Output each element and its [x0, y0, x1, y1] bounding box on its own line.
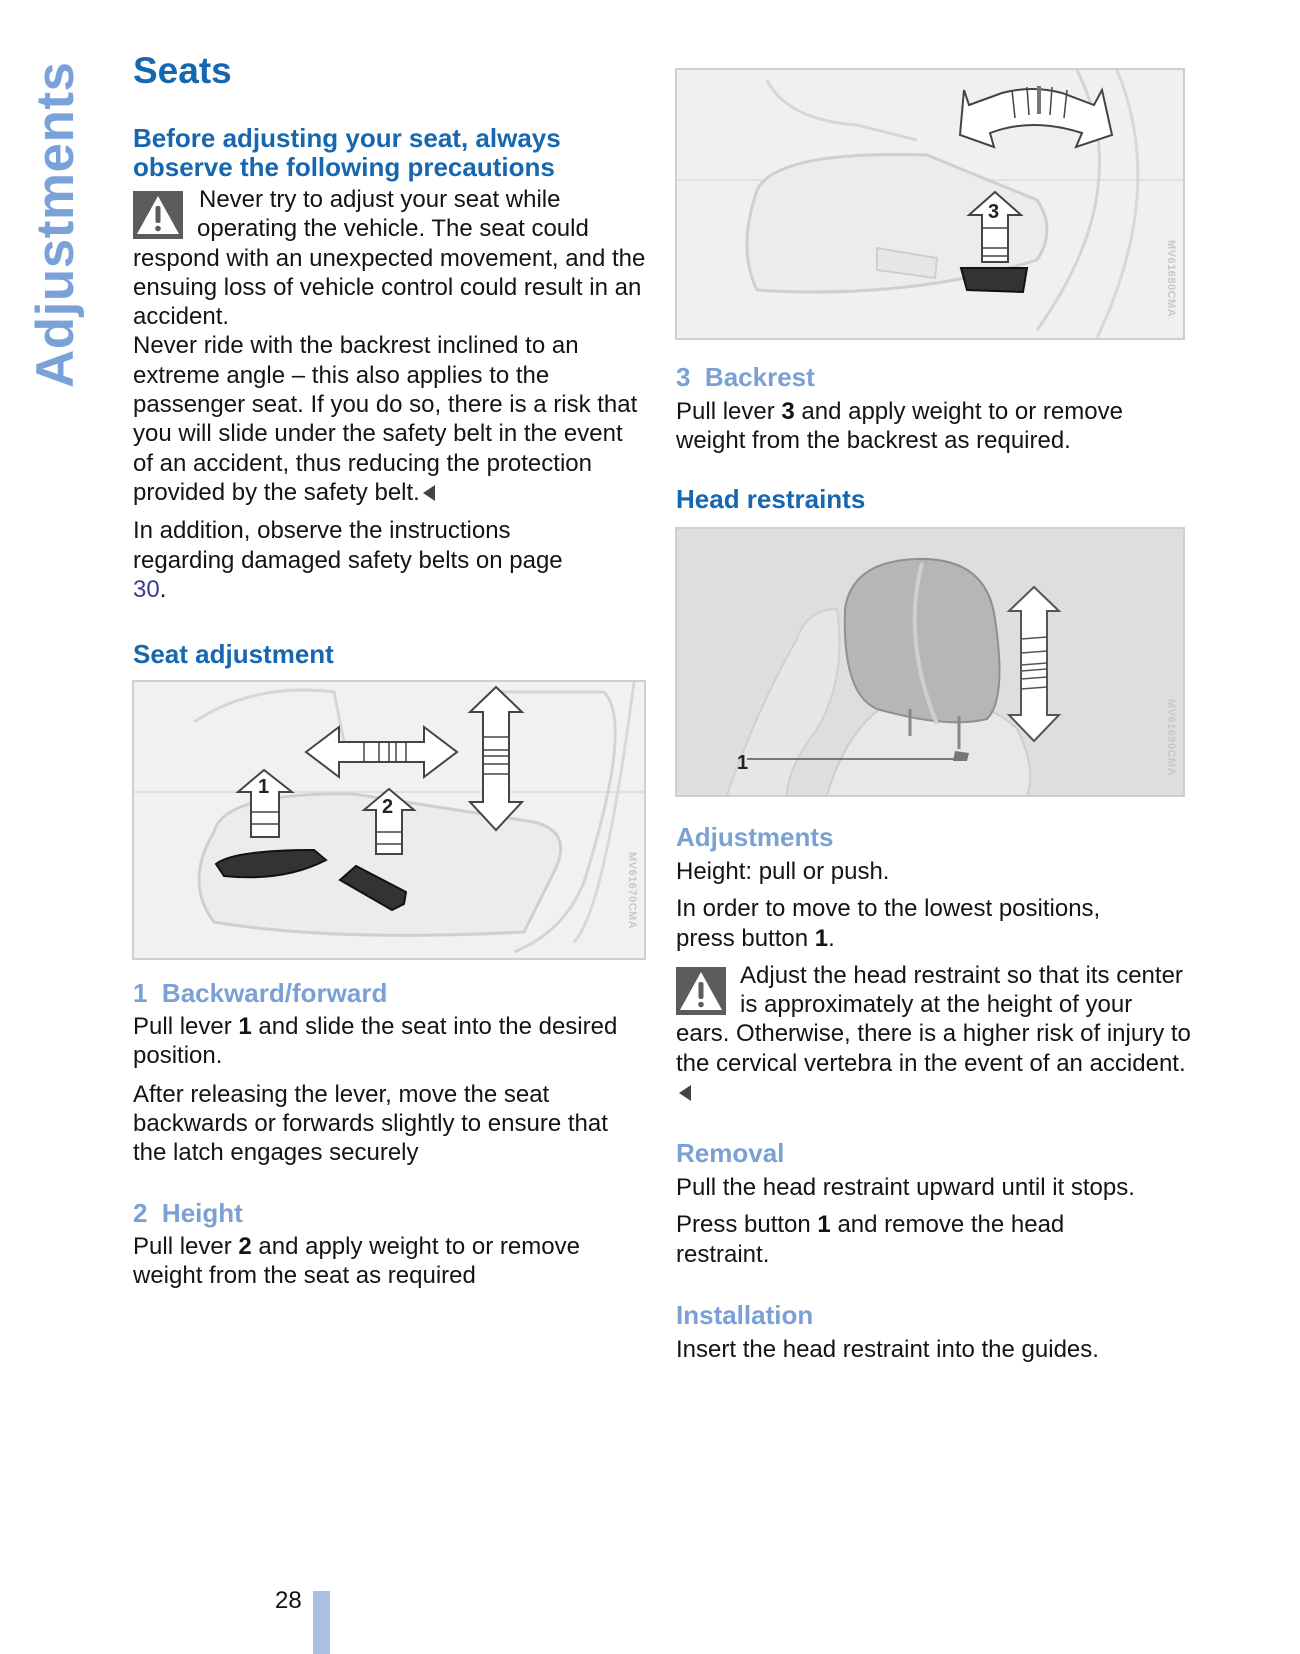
head-restraint-warning: Adjust the head restraint so that its center is approximately at the height of your ears. Otherwise, there is a higher risk of injury to the cervical vertebra in the event of an accident. — [676, 961, 1191, 1107]
side-tab-label: Adjustments — [26, 61, 85, 388]
backrest-heading: 3 Backrest — [676, 362, 815, 392]
adjustments-p1: Height: pull or push. — [676, 858, 890, 885]
backrest-figure — [675, 68, 1185, 340]
svg-text:2: 2 — [382, 796, 394, 818]
warning-text-1: Never try to adjust your seat while operating the vehicle. The seat could respond with an unexpected movement, and the ensuing loss of vehicle control could result in an accident. — [133, 186, 646, 331]
belt-note: In addition, observe the instructions regarding damaged safety belts on page 30. — [133, 517, 563, 603]
removal-p2: Press button 1 and remove the head restraint. — [676, 1211, 1065, 1268]
svg-text:3: 3 — [988, 201, 1000, 223]
figure-watermark: MV61670CMA — [626, 852, 638, 930]
svg-text:1: 1 — [258, 776, 270, 798]
page-30-link[interactable]: 30 — [133, 575, 160, 603]
end-of-warning-icon — [679, 1085, 691, 1101]
precautions-heading: Before adjusting your seat, always observe the following precautions — [133, 123, 561, 182]
page-marker-bar — [313, 1591, 330, 1654]
adjustments-p2: In order to move to the lowest positions, press button 1. — [676, 895, 1101, 952]
backward-forward-text — [133, 1012, 633, 1167]
seat-adjustment-figure — [132, 680, 646, 960]
head-restraint-figure — [675, 527, 1185, 797]
figure-watermark: MV61690CMA — [1165, 699, 1177, 777]
installation-text: Insert the head restraint into the guides. — [676, 1336, 1099, 1363]
removal-heading: Removal — [676, 1138, 785, 1168]
height-text: Pull lever 2 and apply weight to or remove weight from the seat as required — [133, 1233, 580, 1290]
removal-text — [676, 1173, 1191, 1269]
page-number: 28 — [275, 1587, 302, 1614]
installation-heading: Installation — [676, 1300, 814, 1330]
backward-forward-heading: 1 Backward/forward — [133, 978, 388, 1008]
height-heading: 2 Height — [133, 1198, 243, 1228]
side-section-tab — [28, 58, 84, 388]
figure-watermark: MV61680CMA — [1165, 240, 1177, 318]
backward-forward-p1: Pull lever 1 and slide the seat into the desired position. — [133, 1013, 618, 1070]
head-restraints-heading: Head restraints — [676, 484, 866, 514]
backrest-text: Pull lever 3 and apply weight to or remove weight from the backrest as required. — [676, 398, 1123, 455]
svg-text:1: 1 — [737, 752, 749, 774]
warning-block — [133, 185, 648, 507]
precautions-section — [133, 124, 648, 604]
adjustments-text — [676, 857, 1191, 1107]
adjustments-heading: Adjustments — [676, 822, 834, 852]
warning-triangle-icon — [133, 191, 183, 239]
end-of-warning-icon — [423, 485, 435, 501]
page-title: Seats — [133, 50, 232, 91]
warning-triangle-icon — [676, 967, 726, 1015]
seat-adjustment-heading: Seat adjustment — [133, 639, 334, 669]
removal-p1: Pull the head restraint upward until it stops. — [676, 1174, 1135, 1201]
warning-text-2: Never ride with the backrest inclined to an extreme angle – this also applies to the passenger seat. If you do so, there is a risk that you will slide under the safety belt in the event of an accident, thus reducing the protection provided by the safety belt. — [133, 332, 638, 506]
backward-forward-p2: After releasing the lever, move the seat backwards or forwards slightly to ensure that the latch engages securely — [133, 1080, 608, 1167]
